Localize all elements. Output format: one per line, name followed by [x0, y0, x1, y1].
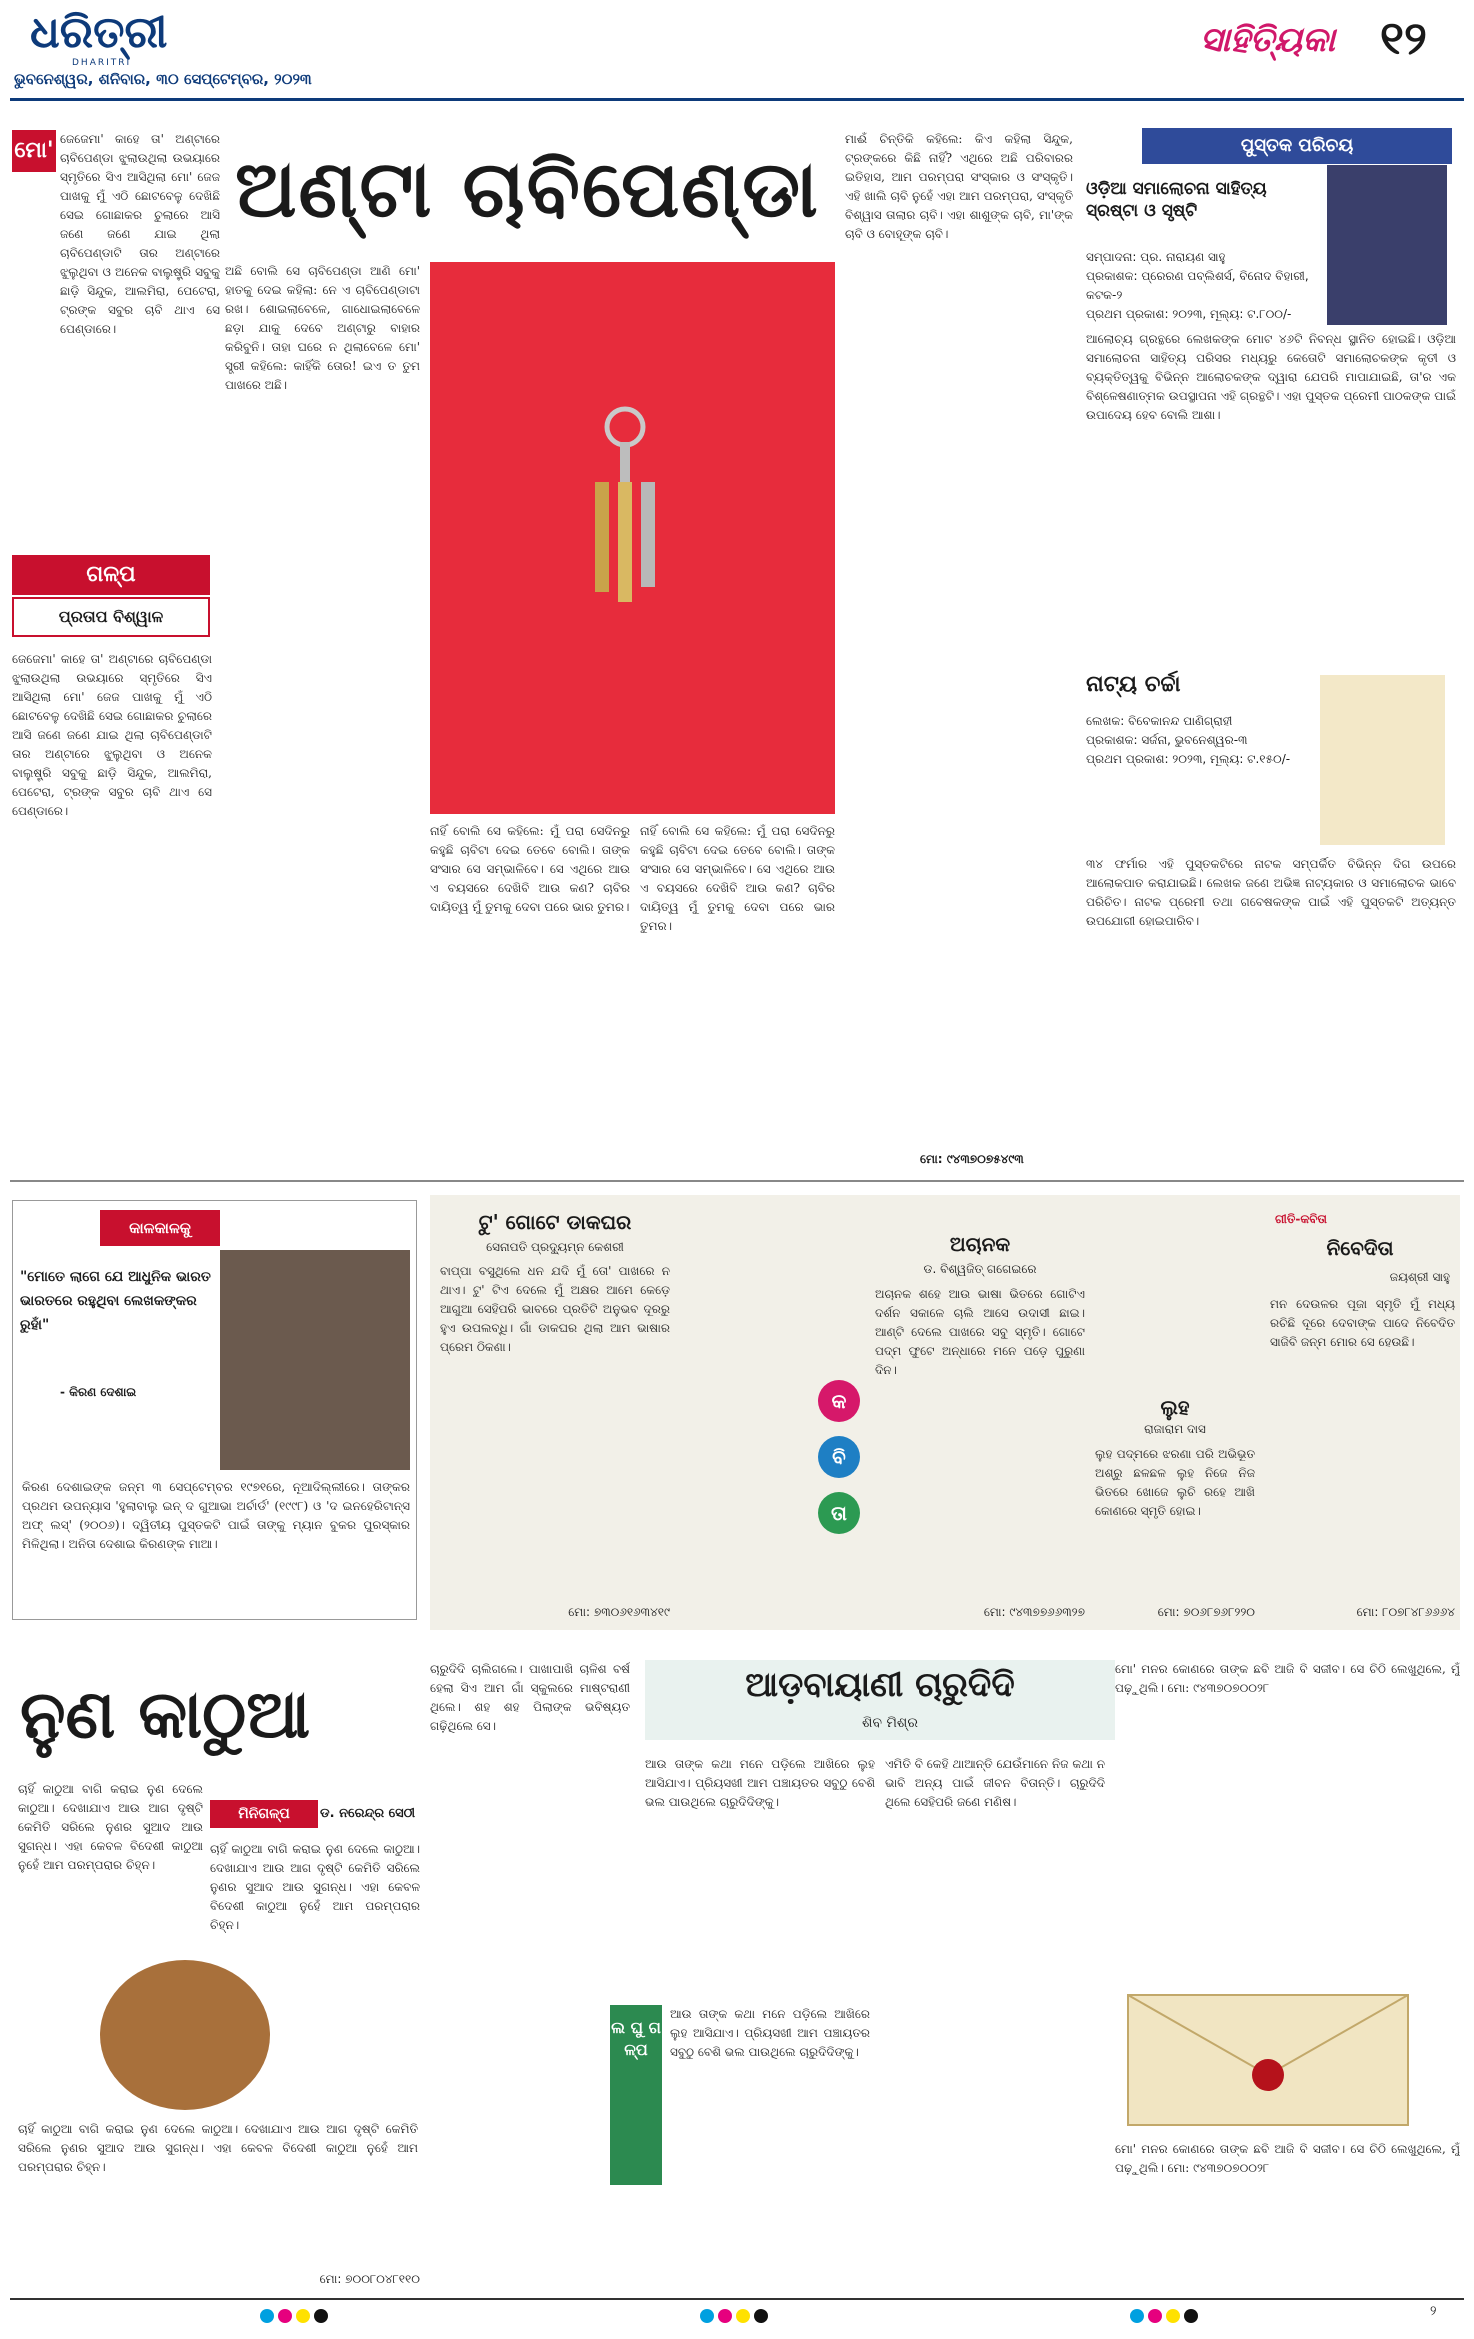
nun-kathua-body-3: ଚାହିଁ କାଠୁଆ ବାଗି କରାଇ ନୁଣ ଦେଲେ କାଠୁଆ। ଦେଖାଯାଏ ଆଉ ଆଗ ଦୃଷ୍ଟି କେମିତି ସରିଲେ ନୁଣର ସୁଆଦ ଆଉ ସୁଗନ୍ଧ। ଏହା କେବଳ ବିଦେଶୀ କାଠୁଆ ନୁହେଁ ଆମ ପରମ୍ପରାର ଚିହ୍ନ। [18, 2122, 418, 2174]
story-column-1b: ଜେଜେମା' କାହେ ତା' ଅଣ୍ଟାରେ ଚାବିପେଣ୍ଡା ଝୁଲାଉଥିଲା ଉଭୟାରେ ସ୍ମୃତିରେ ସିଏ ଆସିଥିଲା ମୋ' ଜେଜ ପାଖକୁ ମୁଁ ଏଠି ଛୋଟବେଳୁ ଦେଖିଛି ସେଇ ଗୋଛାକର ଚୁଲାରେ ଆସି ଜଣେ ଜଣେ ଯାଇ ଥିଲା ଚାବିପେଣ୍ଡାଟି ତାର ଅଣ୍ଟାରେ ଝୁଲୁଥିବା ଓ ଅନେକ ବାଲୁଷ୍ଟ୍ରି ସବୁକୁ ଛାଡ଼ି ସିନ୍ଦୁକ, ଆଲମିରା, ପେଟେରା, ଟ୍ରଙ୍କ ସବୁର ଚାବି ଥାଏ ସେ ପେଣ୍ଡାରେ। [12, 652, 212, 818]
kabita-letter-2: ବି [818, 1436, 860, 1478]
magenta-dot [1148, 2309, 1162, 2323]
story-column-3a: ନାହିଁ ବୋଲି ସେ କହିଲେ: ମୁଁ ପରା ସେଦିନରୁ କହୁଛି ଚାବିଟା ଦେଇ ତେବେ ବୋଲି। ତାଙ୍କ ସଂସାର ସେ ସମ୍ଭାଳିବେ। ସେ ଏଥିରେ ଆଉ ଏ ବୟସରେ ଦେଖିବି ଆଉ କଣ? ଚାବିର ଦାୟିତ୍ୱ ମୁଁ ତୁମକୁ ଦେବା ପରେ ଭାର ତୁମର। [430, 824, 630, 914]
footer-page-marker: ୨ [1430, 2304, 1437, 2319]
kalakalaku-body: କିରଣ ଦେଶାଇଙ୍କ ଜନ୍ମ ୩ ସେପ୍ଟେମ୍ବର ୧୯୭୧ରେ, ନୂଆଦିଲ୍ଲୀରେ। ତାଙ୍କର ପ୍ରଥମ ଉପନ୍ୟାସ 'ହୁଲାବାଲୁ ଇନ୍ ଦ ଗୁଆଭା ଅର୍ଚାର୍ଡ' (୧୯୯୮) ଓ 'ଦ ଇନହେରିଟାନ୍ସ ଅଫ୍ ଲସ୍' (୨୦୦୬)। ଦ୍ୱିତୀୟ ପୁସ୍ତକଟି ପାଇଁ ତାଙ୍କୁ ମ୍ୟାନ ବୁକର ପୁରସ୍କାର ମିଳିଥିଲା। ଅନିତା ଦେଶାଇ କିରଣଙ୍କ ମାଆ। [22, 1480, 410, 1551]
book2-author: ଲେଖକ: ବିବେକାନନ୍ଦ ପାଣିଗ୍ରାହୀ [1086, 714, 1233, 728]
nun-kathua-body-2: ଚାହିଁ କାଠୁଆ ବାଗି କରାଇ ନୁଣ ଦେଲେ କାଠୁଆ। ଦେଖାଯାଏ ଆଉ ଆଗ ଦୃଷ୍ଟି କେମିତି ସରିଲେ ନୁଣର ସୁଆଦ ଆଉ ସୁଗନ୍ଧ। ଏହା କେବଳ ବିଦେଶୀ କାଠୁଆ ନୁହେଁ ଆମ ପରମ୍ପରାର ଚିହ୍ନ। [210, 1842, 420, 1932]
poem1-author: ସେନାପତି ପ୍ରଦ୍ୟୁମ୍ନ କେଶରୀ [486, 1240, 624, 1254]
poem3-phone: ମୋ: ୭୦୬୮୭୬୮୨୨୦ [1157, 1605, 1255, 1619]
dateline: ଭୁବନେଶ୍ୱର, ଶନିବାର, ୩୦ ସେପ୍ଟେମ୍ବର, ୨୦୨୩ [14, 70, 312, 88]
book1-title: ଓଡ଼ିଆ ସମାଲୋଚନା ସାହିତ୍ୟ ସ୍ରଷ୍ଟା ଓ ସୃଷ୍ଟି [1086, 179, 1267, 221]
book1-editor: ସମ୍ପାଦନା: ପ୍ର. ନାରାୟଣ ସାହୁ [1086, 250, 1226, 264]
adibasi-author: ଶିବ ମିଶ୍ର [862, 1715, 918, 1731]
yellow-dot [1166, 2309, 1180, 2323]
nun-kathua-author: ଡ. ନରେନ୍ଦ୍ର ସେଠୀ [320, 1806, 416, 1821]
story-column-2: ଅଛି ବୋଲି ସେ ଚାବିପେଣ୍ଡା ଆଣି ମୋ' ହାତକୁ ଦେଇ କହିଲା: ନେ ଏ ଚାବିପେଣ୍ଡାଟା ରଖ। ଶୋଇଲାବେଳେ, ଗାଧୋଇଲାବେଳେ ଛଡ଼ା ଯାକୁ ଦେବେ ଅଣ୍ଟାରୁ ବାହାର କରିବୁନି। ତାହା ଘରେ ନ ଥିଲାବେଳେ ମୋ' ସ୍ତ୍ରୀ କହିଲେ: କାହିଁକି ତୋର! ଇଏ ତ ତୁମ ପାଖରେ ଅଛି। [225, 264, 420, 392]
book2-price: ପ୍ରଥମ ପ୍ରକାଶ: ୨୦୨୩, ମୂଲ୍ୟ: ଟ.୧୫୦/- [1086, 752, 1291, 766]
envelope-icon [1118, 1965, 1418, 2135]
poem2-title: ଅଚାନକ [949, 1232, 1011, 1256]
story-author: ପ୍ରତାପ ବିଶ୍ୱାଳ [12, 597, 210, 637]
magenta-dot [718, 2309, 732, 2323]
keys-icon [580, 402, 670, 612]
story-photo-keys [430, 262, 835, 814]
kabita-circles [818, 1380, 868, 1560]
book2-title: ନାଟ୍ୟ ଚର୍ଚ୍ଚା [1086, 672, 1181, 697]
cyan-dot [700, 2309, 714, 2323]
black-dot [1184, 2309, 1198, 2323]
nun-kathua-phone: ମୋ: ୭୦୦୮୦୪୮୧୧୦ [319, 2272, 420, 2286]
book-review-header: ପୁସ୍ତକ ପରିଚୟ [1142, 128, 1452, 164]
book1-body: ଆଲୋଚ୍ୟ ଗ୍ରନ୍ଥରେ ଲେଖକଙ୍କ ମୋଟ ୪୬ଟି ନିବନ୍ଧ ସ୍ଥାନିତ ହୋଇଛି। ଓଡ଼ିଆ ସମାଲୋଚନା ସାହିତ୍ୟ ପରିସର ମଧ୍ୟରୁ କେତୋଟି ସମାଲୋଚକଙ୍କ କୃତୀ ଓ ବ୍ୟକ୍ତିତ୍ୱକୁ ବିଭିନ୍ନ ଆଲୋଚକଙ୍କ ଦ୍ୱାରା ଯେପରି ମାପାଯାଇଛି, ତା'ର ଏକ ବିଶ୍ଳେଷଣାତ୍ମକ ଉପସ୍ଥାପନା ଏହି ଗ୍ରନ୍ଥଟି। ଏହା ପୁସ୍ତକ ପ୍ରେମୀ ପାଠକଙ୍କ ପାଇଁ ଉପାଦେୟ ହେବ ବୋଲି ଆଶା। [1086, 332, 1456, 422]
poem4-author: ଜୟଶ୍ରୀ ସାହୁ [1389, 1270, 1450, 1284]
kalakalaku-quote: "ମୋତେ ଲାଗେ ଯେ ଆଧୁନିକ ଭାରତ ଭାରତରେ ରହୁଥିବା ଲେଖକଙ୍କର ରୁହାଁ" [20, 1269, 211, 1333]
salt-bowl-photo [100, 1960, 270, 2110]
registration-marks-3 [1130, 2308, 1250, 2328]
yellow-dot [296, 2309, 310, 2323]
poem3-title: ଲୁହ [1160, 1395, 1190, 1419]
nun-kathua-title: ନୁଣ କାଠୁଆ [20, 1676, 311, 1753]
book1-meta [1086, 248, 1321, 321]
masthead-rule [10, 98, 1464, 101]
nun-kathua-body-1: ଚାହିଁ କାଠୁଆ ବାଗି କରାଇ ନୁଣ ଦେଲେ କାଠୁଆ। ଦେଖାଯାଏ ଆଉ ଆଗ ଦୃଷ୍ଟି କେମିତି ସରିଲେ ନୁଣର ସୁଆଦ ଆଉ ସୁଗନ୍ଧ। ଏହା କେବଳ ବିଦେଶୀ କାଠୁଆ ନୁହେଁ ଆମ ପରମ୍ପରାର ଚିହ୍ନ। [18, 1782, 203, 1872]
story-column-3b: ନାହିଁ ବୋଲି ସେ କହିଲେ: ମୁଁ ପରା ସେଦିନରୁ କହୁଛି ଚାବିଟା ଦେଇ ତେବେ ବୋଲି। ତାଙ୍କ ସଂସାର ସେ ସମ୍ଭାଳିବେ। ସେ ଏଥିରେ ଆଉ ଏ ବୟସରେ ଦେଖିବି ଆଉ କଣ? ଚାବିର ଦାୟିତ୍ୱ ମୁଁ ତୁମକୁ ଦେବା ପରେ ଭାର ତୁମର। [640, 824, 835, 933]
black-dot [314, 2309, 328, 2323]
poem3-text: ଲୁହ ପଦ୍ମରେ ଝରଣା ପରି ଅଭିଭୂତ ଅଶ୍ରୁ ଛଳଛଳ ଲୁହ ନିଜେ ନିଜ ଭିତରେ ଖୋଜେ ଲୁଚି ରହେ ଆଖି କୋଣରେ ସ୍ମୃତି ହୋଇ। [1095, 1447, 1255, 1518]
cyan-dot [1130, 2309, 1144, 2323]
book1-price: ପ୍ରଥମ ପ୍ରକାଶ: ୨୦୨୩, ମୂଲ୍ୟ: ଟ.୮୦୦/- [1086, 307, 1292, 321]
section-divider [10, 1180, 1464, 1182]
yellow-dot [736, 2309, 750, 2323]
section-title: ସାହିତ୍ୟିକା [1170, 10, 1365, 70]
story-badge: ମୋ' [12, 130, 56, 172]
poem2-phone: ମୋ: ୯୪୩୭୭୬୬୩୨୭ [983, 1605, 1085, 1619]
kalakalaku-ribbon: କାଳକାଳକୁ [100, 1210, 220, 1246]
page-number: ୧୨ [1380, 11, 1427, 65]
poem3-author: ରାଜାରାମ ଦାସ [1144, 1422, 1206, 1436]
footer-rule [10, 2298, 1464, 2300]
author-portrait [220, 1250, 410, 1470]
book2-body: ୩୪ ଫର୍ମାର ଏହି ପୁସ୍ତକଟିରେ ନାଟକ ସମ୍ପର୍କିତ ବିଭିନ୍ନ ଦିଗ ଉପରେ ଆଲୋକପାତ କରାଯାଇଛି। ଲେଖକ ଜଣେ ଅଭିଜ୍ଞ ନାଟ୍ୟକାର ଓ ସମାଲୋଚକ ଭାବେ ପରିଚିତ। ନାଟକ ପ୍ରେମୀ ତଥା ଗବେଷକଙ୍କ ପାଇଁ ଏହି ପୁସ୍ତକଟି ଅତ୍ୟନ୍ତ ଉପଯୋଗୀ ହୋଇପାରିବ। [1086, 857, 1456, 928]
kalakalaku-quote-by: - କିରଣ ଦେଶାଇ [60, 1385, 137, 1399]
story-column-1: ଜେଜେମା' କାହେ ତା' ଅଣ୍ଟାରେ ଚାବିପେଣ୍ଡା ଝୁଲାଉଥିଲା ଉଭୟାରେ ସ୍ମୃତିରେ ସିଏ ଆସିଥିଲା ମୋ' ଜେଜ ପାଖକୁ ମୁଁ ଏଠି ଛୋଟବେଳୁ ଦେଖିଛି ସେଇ ଗୋଛାକର ଚୁଲାରେ ଆସି ଜଣେ ଜଣେ ଯାଇ ଥିଲା ଚାବିପେଣ୍ଡାଟି ତାର ଅଣ୍ଟାରେ ଝୁଲୁଥିବା ଓ ଅନେକ ବାଲୁଷ୍ଟ୍ରି ସବୁକୁ ଛାଡ଼ି ସିନ୍ଦୁକ, ଆଲମିରା, ପେଟେରା, ଟ୍ରଙ୍କ ସବୁର ଚାବି ଥାଏ ସେ ପେଣ୍ଡାରେ। [60, 132, 220, 336]
logo-subtext: DHARITRI [72, 58, 132, 68]
adibasi-column-4a: ମୋ' ମନର କୋଣରେ ତାଙ୍କ ଛବି ଆଜି ବି ସଜୀବ। ସେ ଚିଠି ଲେଖୁଥିଲେ, ମୁଁ ପଢ଼ୁଥିଲି। ମୋ: ୯୪୩୭୦୭୦୦୨୮ [1115, 1662, 1460, 1695]
kabita-letter-3: ତା [818, 1492, 860, 1534]
adibasi-column-4b: ମୋ' ମନର କୋଣରେ ତାଙ୍କ ଛବି ଆଜି ବି ସଜୀବ। ସେ ଚିଠି ଲେଖୁଥିଲେ, ମୁଁ ପଢ଼ୁଥିଲି। ମୋ: ୯୪୩୭୦୭୦୦୨୮ [1115, 2142, 1460, 2175]
registration-marks-1 [260, 2308, 380, 2328]
poem1-title: ଟୁ' ଗୋଟେ ଡାକଘର [478, 1210, 632, 1234]
book1-publisher: ପ୍ରକାଶକ: ପ୍ରେରଣ ପବ୍ଲିଶର୍ସ, ବିନୋଦ ବିହାରୀ, କଟକ-୨ [1086, 269, 1309, 302]
kabita-letter-1: କ [818, 1380, 860, 1422]
poem4-phone: ମୋ: ୮୦୭୮୪୮୬୬୬୪ [1356, 1605, 1455, 1619]
story-phone: ମୋ: ୯୪୩୭୦୭୫୪୯୩ [920, 1152, 1024, 1166]
registration-marks-2 [700, 2308, 820, 2328]
book2-meta [1086, 712, 1316, 778]
story-column-4: ମାଈଁ ଚିନ୍ତିକି କହିଲେ: କିଏ କହିଲା ସିନ୍ଦୁକ, ଟ୍ରଙ୍କରେ କିଛି ନାହିଁ? ଏଥିରେ ଅଛି ପରିବାରର ଇତିହାସ, ଆମ ପରମ୍ପରା ସଂସ୍କାର ଓ ସଂସ୍କୃତି। ଏହି ଖାଲି ଚାବି ନୁହେଁ ଏହା ଆମ ପରମ୍ପରା, ସଂସ୍କୃତି ବିଶ୍ୱାସ ତାଲାର ଚାବି। ଏହା ଶାଶୁଙ୍କ ଚାବି, ମା'ଙ୍କ ଚାବି ଓ ବୋହୂଙ୍କ ଚାବି। [845, 132, 1073, 241]
magenta-dot [278, 2309, 292, 2323]
adibasi-column-2a: ଆଉ ତାଙ୍କ କଥା ମନେ ପଡ଼ିଲେ ଆଖିରେ ଲୁହ ଆସିଯାଏ। ପ୍ରିୟସଖୀ ଆମ ପଞ୍ଚାୟତର ସବୁଠୁ ବେଶି ଭଲ ପାଉଥିଲେ ଚାରୁଦିଦିଙ୍କୁ। [645, 1757, 875, 1809]
poem4-title: ନିବେଦିତା [1326, 1236, 1394, 1260]
cyan-dot [260, 2309, 274, 2323]
adibasi-column-1: ଚାରୁଦିଦି ଚାଲିଗଲେ। ପାଖାପାଖି ଚାଳିଶ ବର୍ଷ ହେଲା ସିଏ ଆମ ଗାଁ ସ୍କୁଲରେ ମାଷ୍ଟରାଣୀ ଥିଲେ। ଶହ ଶହ ପିଲାଙ୍କ ଭବିଷ୍ୟତ ଗଢ଼ିଥିଲେ ସେ। [430, 1662, 630, 1733]
category-badge: ଗଳ୍ପ [12, 555, 210, 595]
poem1-phone: ମୋ: ୭୩୦୬୧୬୩୪୧୯ [568, 1605, 670, 1619]
adibasi-title: ଆଡ଼ବାୟାଣୀ ଚାରୁଦିଦି [745, 1665, 1015, 1705]
poem4-text: ମନ ଦେଉଳର ପୂଜା ସ୍ମୃତି ମୁଁ ମଧ୍ୟ ରଚିଛି ଦୂରେ ଦେବାଙ୍କ ପାଦେ ନିବେଦିତ ସାଜିବି ଜନ୍ମ ମୋର ସେ ହେଉଛି। [1270, 1297, 1455, 1349]
masthead-logo [30, 7, 260, 68]
laghugalpa-tag: ଲ ଘୁ ଗ ଳ୍ପ [610, 2005, 662, 2185]
adibasi-column-3: ଏମିତି ବି କେହି ଥାଆନ୍ତି ଯେଉଁମାନେ ନିଜ କଥା ନ ଭାବି ଅନ୍ୟ ପାଇଁ ଜୀବନ ବିତାନ୍ତି। ଚାରୁଦିଦି ଥିଲେ ସେହିପରି ଜଣେ ମଣିଷ। [885, 1757, 1105, 1809]
poem2-text: ଅଚାନକ ଶହେ ଆଉ ଭାଷା ଭିତରେ ଗୋଟିଏ ଦର୍ଶନ ସକାଳେ ଚାଲି ଆସେ ଉଦାସୀ ଛାଇ। ଆଣ୍ଟି ଦେଲେ ପାଖରେ ସବୁ ସ୍ମୃତି। ଗୋଟେ ପଦ୍ମ ଫୁଟେ ଅନ୍ଧାରେ ମନେ ପଡ଼େ ପୁରୁଣା ଦିନ। [875, 1287, 1085, 1377]
poem2-author: ଡ. ବିଶ୍ୱଜିତ୍‌ ଗଗେଇରେ [923, 1262, 1037, 1276]
book2-cover [1320, 675, 1445, 845]
book2-publisher: ପ୍ରକାଶକ: ସର୍ଜନା, ଭୁବନେଶ୍ୱର-୩ [1086, 733, 1248, 747]
poem1-text: ବାପ୍ପା ବସୁଥିଲେ ଧନ ଯଦି ମୁଁ ତୋ' ପାଖରେ ନ ଥାଏ। ଟୁ' ଟିଏ ଦେଲେ ମୁଁ ଅକ୍ଷର ଆମେ କେଡ଼େ ଆଗୁଆ ସେହିପରି ଭାବରେ ପ୍ରତିଟି ଅନୁଭବ ଦୂରରୁ ହୁଏ ଉପଲବ୍ଧି। ଗାଁ ଡାକଘର ଥିଲା ଆମ ଭାଷାର ପ୍ରେମ ଠିକଣା। [440, 1264, 670, 1354]
logo-text: ଧରିତ୍ରୀ [30, 7, 168, 58]
poem4-tag: ଗୀତି-କବିତା [1275, 1212, 1327, 1226]
book1-cover [1327, 165, 1447, 325]
black-dot [754, 2309, 768, 2323]
adibasi-column-2b: ଆଉ ତାଙ୍କ କଥା ମନେ ପଡ଼ିଲେ ଆଖିରେ ଲୁହ ଆସିଯାଏ। ପ୍ରିୟସଖୀ ଆମ ପଞ୍ଚାୟତର ସବୁଠୁ ବେଶି ଭଲ ପାଉଥିଲେ ଚାରୁଦିଦିଙ୍କୁ। [670, 2007, 870, 2059]
main-headline: ଅଣ୍ଟା ଚାବିପେଣ୍ଡା [235, 145, 820, 235]
minigalpa-badge: ମିନିଗଳ୍ପ [210, 1800, 318, 1828]
